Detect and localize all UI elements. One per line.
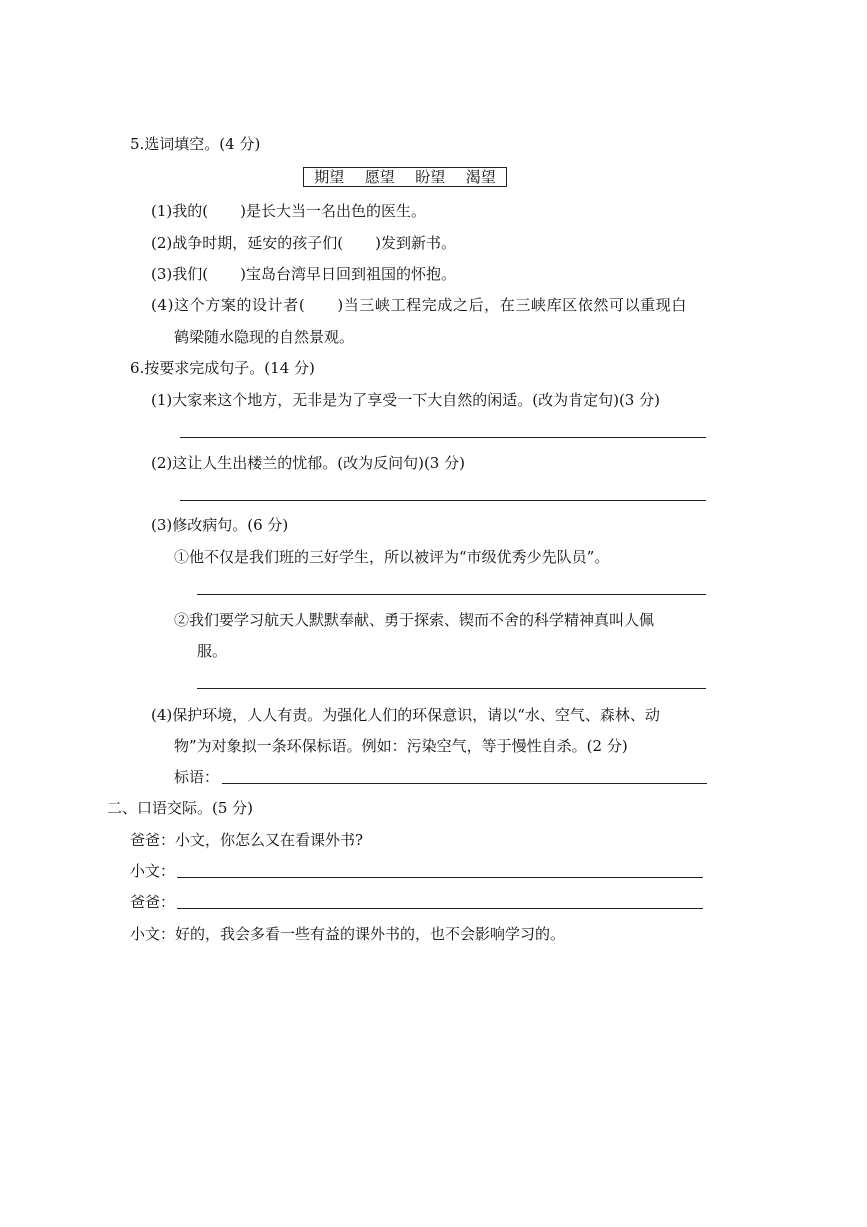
item-text-pre: (3)我们(: [151, 265, 209, 283]
dialogue-answer-line[interactable]: [177, 877, 703, 878]
q6-sentence-1: (1)大家来这个地方，无非是为了享受一下大自然的闲适。(改为肯定句)(3 分): [151, 391, 660, 409]
item-text-post: )是长大当一名出色的医生。: [240, 202, 426, 220]
item-text-pre: (1)我的(: [151, 202, 209, 220]
item-text-pre: (4)这个方案的设计者(: [151, 296, 306, 314]
word-option: 盼望: [415, 168, 446, 186]
item-text-post: )宝岛台湾早日回到祖国的怀抱。: [240, 265, 456, 283]
item-text-post: )发到新书。: [375, 234, 456, 252]
word-choice-box: [303, 167, 507, 187]
slogan-answer-line[interactable]: [222, 783, 707, 784]
q5-title: 5.选词填空。(4 分): [130, 135, 261, 153]
q6-sentence-3-title: (3)修改病句。(6 分): [151, 516, 289, 534]
q5-item-4: [151, 295, 687, 315]
answer-line[interactable]: [180, 500, 706, 501]
item-text-post: )当三峡工程完成之后，在三峡库区依然可以重现白: [337, 296, 687, 314]
q5-item-2: [151, 233, 456, 253]
dialogue-label-3: 爸爸：: [130, 893, 176, 911]
part2-title: 二、口语交际。(5 分): [107, 799, 254, 817]
q6-sentence-2: (2)这让人生出楼兰的忧郁。(改为反问句)(3 分): [151, 454, 465, 472]
q5-item-4-continued: 鹤梁随水隐现的自然景观。: [174, 328, 355, 346]
q6-sentence-3b: ②我们要学习航天人默默奉献、勇于探索、锲而不舍的科学精神真叫人佩: [174, 611, 655, 629]
dialogue-label-2: 小文：: [130, 862, 176, 880]
slogan-label: 标语：: [174, 768, 220, 786]
answer-line[interactable]: [197, 594, 706, 595]
q6-sentence-3a: ①他不仅是我们班的三好学生，所以被评为“市级优秀少先队员”。: [174, 548, 610, 566]
q6-sentence-3b-continued: 服。: [197, 642, 228, 660]
dialogue-line-1: 爸爸：小文，你怎么又在看课外书?: [130, 831, 364, 849]
dialogue-answer-line[interactable]: [177, 908, 703, 909]
dialogue-line-4: 小文：好的，我会多看一些有益的课外书的，也不会影响学习的。: [130, 925, 566, 943]
q6-sentence-4-continued: 物”为对象拟一条环保标语。例如：污染空气，等于慢性自杀。(2 分): [174, 737, 628, 755]
word-option: 愿望: [364, 168, 395, 186]
q6-sentence-4: (4)保护环境，人人有责。为强化人们的环保意识，请以“水、空气、森林、动: [151, 706, 660, 724]
q6-title: 6.按要求完成句子。(14 分): [130, 359, 315, 377]
q5-item-3: [151, 264, 456, 284]
word-option: 渴望: [465, 168, 496, 186]
word-option: 期望: [314, 168, 345, 186]
answer-line[interactable]: [197, 688, 706, 689]
q5-item-1: [151, 201, 426, 221]
answer-line[interactable]: [180, 437, 706, 438]
item-text-pre: (2)战争时期，延安的孩子们(: [151, 234, 344, 252]
